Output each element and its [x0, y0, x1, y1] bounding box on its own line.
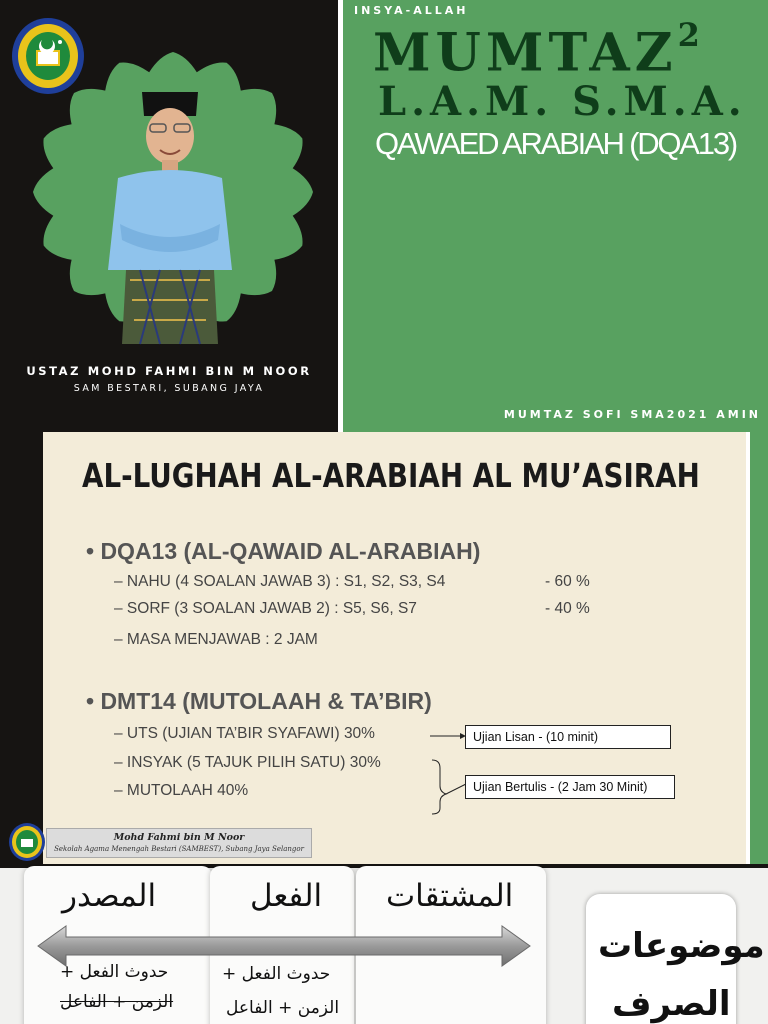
- left-border: [0, 432, 43, 864]
- mutolaah-item: – MUTOLAAH 40%: [114, 782, 249, 799]
- sorf-percent: - 40 %: [545, 600, 590, 617]
- footer-name: Mohd Fahmi bin M Noor: [113, 832, 245, 843]
- right-border-line: [746, 432, 750, 864]
- slide-1: [0, 0, 768, 432]
- mushtaqqat-title: المشتقات: [386, 878, 514, 914]
- masdar-line2: الزمن + الفاعل: [60, 992, 174, 1012]
- teacher-school: SAM BESTARI, SUBANG JAYA: [73, 383, 265, 394]
- subject-title: QAWAED ARABIAH (DQA13): [374, 126, 736, 161]
- mumtaz-superscript: 2: [677, 16, 700, 54]
- ujian-bertulis-box: Ujian Bertulis - (2 Jam 30 Minit): [465, 775, 675, 799]
- teacher-photo: [100, 74, 240, 350]
- slide-2: [0, 432, 768, 864]
- lam-sma-title: L.A.M. S.M.A.: [378, 78, 747, 125]
- masdar-line1: حدوث الفعل +: [60, 962, 169, 982]
- mumtaz-text: MUMTAZ: [373, 22, 678, 84]
- footer-credit: [46, 828, 312, 858]
- dqa13-heading: • DQA13 (AL-QAWAID AL-ARABIAH): [86, 538, 481, 564]
- mumtaz-title: [373, 16, 700, 84]
- dmt14-heading: • DMT14 (MUTOLAAH & TA’BIR): [86, 688, 432, 714]
- sarf-topics-line1: موضوعات: [598, 926, 765, 966]
- fiil-line2: الزمن + الفاعل: [226, 998, 340, 1018]
- fiil-title: الفعل: [250, 878, 323, 914]
- ujian-lisan-box: Ujian Lisan - (10 minit): [465, 725, 671, 749]
- slide1-footer: MUMTAZ SOFI SMA2021 AMIN: [503, 408, 761, 421]
- fiil-line1: حدوث الفعل +: [222, 964, 331, 984]
- footer-school: Sekolah Agama Menengah Bestari (SAMBEST), Subang Jaya Selangor: [54, 845, 304, 853]
- nahu-percent: - 60 %: [545, 573, 590, 590]
- right-border: [750, 432, 768, 864]
- masdar-title: المصدر: [62, 878, 157, 914]
- teacher-panel: [0, 0, 338, 432]
- sarf-topics-line2: الصرف: [612, 984, 731, 1024]
- sorf-item: – SORF (3 SOALAN JAWAB 2) : S5, S6, S7: [114, 600, 417, 617]
- insyak-item: – INSYAK (5 TAJUK PILIH SATU) 30%: [114, 754, 381, 771]
- nahu-item: – NAHU (4 SOALAN JAWAB 3) : S1, S2, S3, S4: [114, 573, 446, 590]
- masa-item: – MASA MENJAWAB : 2 JAM: [114, 631, 318, 648]
- connector-arrows: [426, 724, 470, 816]
- slide2-title: AL-LUGHAH AL-ARABIAH AL MU’ASIRAH: [82, 456, 700, 495]
- footer-logo-icon: [8, 822, 46, 862]
- slide-3: [0, 864, 768, 1024]
- teacher-name: USTAZ MOHD FAHMI BIN M NOOR: [26, 364, 312, 378]
- uts-item: – UTS (UJIAN TA’BIR SYAFAWI) 30%: [114, 725, 375, 742]
- insya-allah-label: INSYA-ALLAH: [354, 4, 469, 17]
